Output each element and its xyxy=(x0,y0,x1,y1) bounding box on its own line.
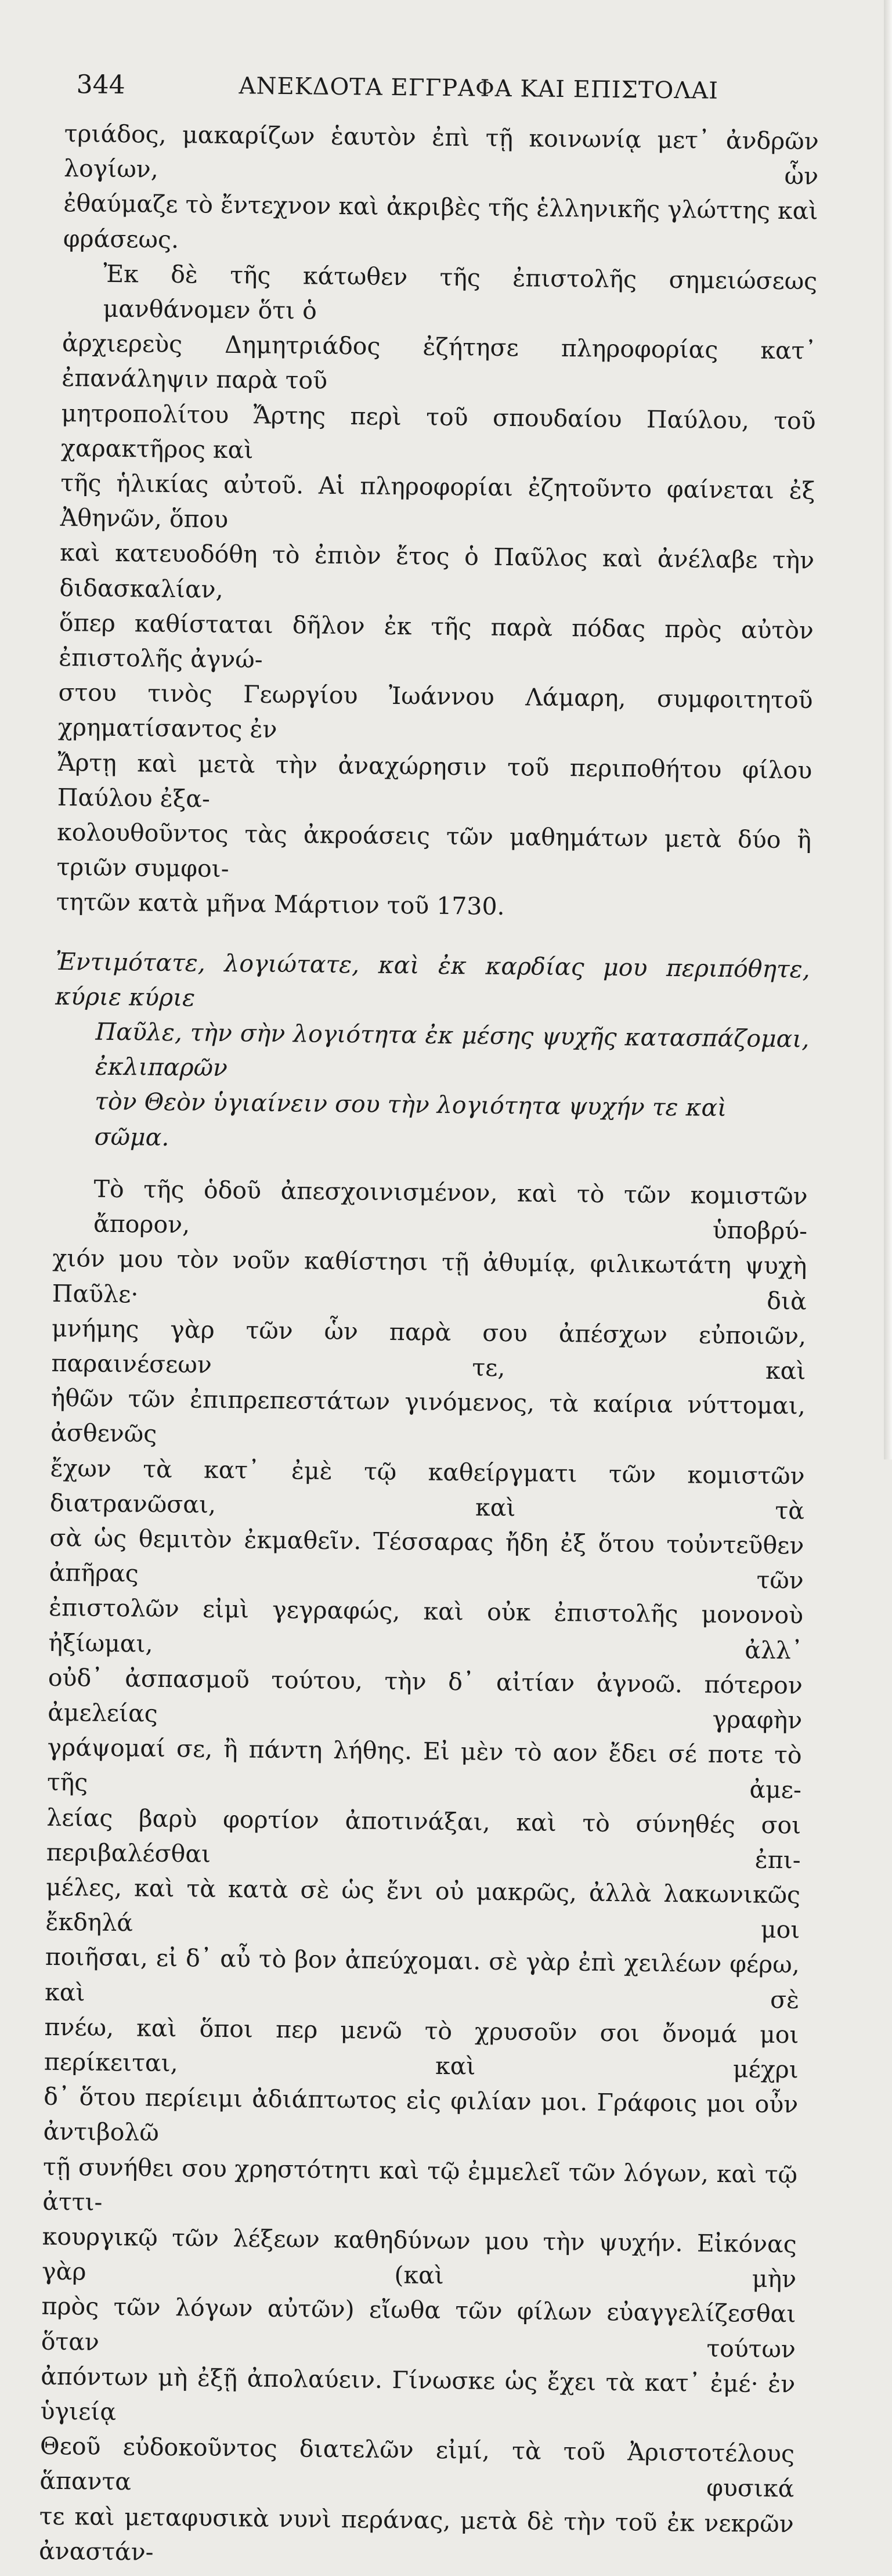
letter-salutation xyxy=(53,944,810,1162)
text-line: χιόν μου τὸν νοῦν καθίστησι τῇ ἀθυμίᾳ, φιλικωτάτη ψυχὴ Παῦλε· διὰ xyxy=(52,1244,807,1315)
text-line: ὅπερ καθίσταται δῆλον ἐκ τῆς παρὰ πόδας πρὸς αὐτὸν ἐπιστολῆς ἀγνώ- xyxy=(59,608,814,674)
scan-edge xyxy=(884,0,892,1459)
running-head xyxy=(64,64,819,124)
text-line: Τὸ τῆς ὁδοῦ ἀπεσχοινισμένον, καὶ τὸ τῶν κομιστῶν ἄπορον, ὑποβρύ- xyxy=(93,1175,808,1245)
text-line: μέλες, καὶ τὰ κατὰ σὲ ὡς ἔνι οὐ μακρῶς, ἀλλὰ λακωνικῶς ἔκδηλά μοι xyxy=(45,1873,801,1944)
text-line: τριάδος, μακαρίζων ἑαυτὸν ἐπὶ τῇ κοινωνίᾳ μετ᾽ ἀνδρῶν λογίων, ὧν xyxy=(63,119,819,190)
paragraph-commentary xyxy=(56,256,818,927)
text-line: τητῶν κατὰ μῆνα Μάρτιον τοῦ 1730. xyxy=(56,888,505,921)
text-line: Ἐντιμότατε, λογιώτατε, καὶ ἐκ καρδίας μου περιπόθητε, κύριε κύριε xyxy=(55,947,810,1012)
text-line: ἀρχιερεὺς Δημητριάδος ἐζήτησε πληροφορίας κατ᾽ ἐπανάληψιν παρὰ τοῦ xyxy=(62,329,817,395)
page-number: 344 xyxy=(76,70,125,100)
text-line: ἐπιστολῶν εἰμὶ γεγραφώς, καὶ οὐκ ἐπιστολῆς μονονοὺ ἠξίωμαι, ἀλλ᾽ xyxy=(48,1594,804,1664)
text-line: οὐδ᾽ ἀσπασμοῦ τούτου, τὴν δ᾽ αἰτίαν ἀγνοῶ. πότερον ἀμελείας γραφὴν xyxy=(47,1663,803,1735)
text-line: ἀπόντων μὴ ἐξῇ ἀπολαύειν. Γίνωσκε ὡς ἔχει τὰ κατ᾽ ἐμέ· ἐν ὑγιείᾳ xyxy=(40,2362,796,2426)
text-line: τῆς ἡλικίας αὐτοῦ. Αἱ πληροφορίαι ἐζητοῦντο φαίνεται ἐξ Ἀθηνῶν, ὅπου xyxy=(60,468,815,534)
text-line: στου τινὸς Γεωργίου Ἰωάννου Λάμαρη, συμφοιτητοῦ χρηματίσαντος ἐν xyxy=(57,678,813,744)
text-line: Παῦλε, τὴν σὴν λογιότητα ἐκ μέσης ψυχῆς κατασπάζομαι, ἐκλιπαρῶν xyxy=(95,1017,810,1082)
text-line: δ᾽ ὅτου περίειμι ἀδιάπτωτος εἰς φιλίαν μοι. Γράφοις μοι οὖν ἀντιβολῶ xyxy=(43,2082,799,2147)
text-line: κουργικῷ τῶν λέξεων καθηδύνων μου τὴν ψυχήν. Εἰκόνας γὰρ (καὶ μὴν xyxy=(41,2222,797,2293)
text-line: τὸν Θεὸν ὑγιαίνειν σου τὴν λογιότητα ψυχήν τε καὶ σῶμα. xyxy=(94,1088,727,1151)
text-line: ποιῆσαι, εἰ δ᾽ αὖ τὸ βον ἀπεύχομαι. σὲ γὰρ ἐπὶ χειλέων φέρω, καὶ σὲ xyxy=(44,1943,800,2014)
text-line: μητροπολίτου Ἄρτης περὶ τοῦ σπουδαίου Παύλου, τοῦ χαρακτῆρος καὶ xyxy=(60,399,816,464)
text-line: Ἐκ δὲ τῆς κάτωθεν τῆς ἐπιστολῆς σημειώσεως μανθάνομεν ὅτι ὁ xyxy=(103,259,818,325)
text-line: καὶ κατευοδόθη τὸ ἐπιὸν ἔτος ὁ Παῦλος καὶ ἀνέλαβε τὴν διδασκαλίαν, xyxy=(59,539,815,604)
text-line: μνήμης γὰρ τῶν ὧν παρὰ σου ἀπέσχων εὐποιῶν, παραινέσεων τε, καὶ xyxy=(51,1314,807,1385)
text-line: ἔχων τὰ κατ᾽ ἐμὲ τῷ καθείργματι τῶν κομιστῶν διατρανῶσαι, καὶ τὰ xyxy=(49,1454,805,1525)
text-line: γράψομαί σε, ἢ πάντη λήθης. Εἰ μὲν τὸ αον ἔδει σέ ποτε τὸ τῆς ἀμε- xyxy=(46,1733,802,1804)
letter-body xyxy=(39,1171,808,2576)
text-line: τε καὶ μεταφυσικὰ νυνὶ περάνας, μετὰ δὲ τὴν τοῦ ἐκ νεκρῶν ἀναστάν- xyxy=(38,2502,794,2566)
text-line: σὰ ὡς θεμιτὸν ἐκμαθεῖν. Τέσσαρας ἤδη ἐξ ὅτου τοὐντεῦθεν ἀπῆρας τῶν xyxy=(49,1523,804,1595)
text-line: κολουθοῦντος τὰς ἀκροάσεις τῶν μαθημάτων μετὰ δύο ἢ τριῶν συμφοι- xyxy=(56,818,812,883)
text-line: ἠθῶν τῶν ἐπιπρεπεστάτων γινόμενος, τὰ καίρια νύττομαι, ἀσθενῶς xyxy=(50,1383,806,1448)
paragraph-continuation xyxy=(63,116,819,263)
text-line: Θεοῦ εὐδοκοῦντος διατελῶν εἰμί, τὰ τοῦ Ἀριστοτέλους ἅπαντα φυσικά xyxy=(39,2432,795,2503)
text-line: Ἄρτῃ καὶ μετὰ τὴν ἀναχώρησιν τοῦ περιποθήτου φίλου Παύλου ἐξα- xyxy=(57,748,812,813)
running-title: ΑΝΕΚΔΟΤΑ ΕΓΓΡΑΦΑ ΚΑΙ ΕΠΙΣΤΟΛΑΙ xyxy=(239,73,719,104)
text-line: πνέω, καὶ ὅποι περ μενῶ τὸ χρυσοῦν σοι ὄνομά μοι περίκειται, καὶ μέχρι xyxy=(44,2013,799,2084)
text-line: ἐθαύμαζε τὸ ἔντεχνον καὶ ἀκριβὲς τῆς ἑλληνικῆς γλώττης καὶ φράσεως. xyxy=(63,189,818,254)
text-line: πρὸς τῶν λόγων αὐτῶν) εἴωθα τῶν φίλων εὐαγγελίζεσθαι ὅταν τούτων xyxy=(41,2292,796,2363)
book-page xyxy=(39,64,819,2576)
text-line: λείας βαρὺ φορτίον ἀποτινάξαι, καὶ τὸ σύνηθές σοι περιβαλέσθαι ἐπι- xyxy=(46,1803,801,1874)
text-line: τῇ συνήθει σου χρηστότητι καὶ τῷ ἐμμελεῖ τῶν λόγων, καὶ τῷ ἀττι- xyxy=(42,2152,798,2216)
